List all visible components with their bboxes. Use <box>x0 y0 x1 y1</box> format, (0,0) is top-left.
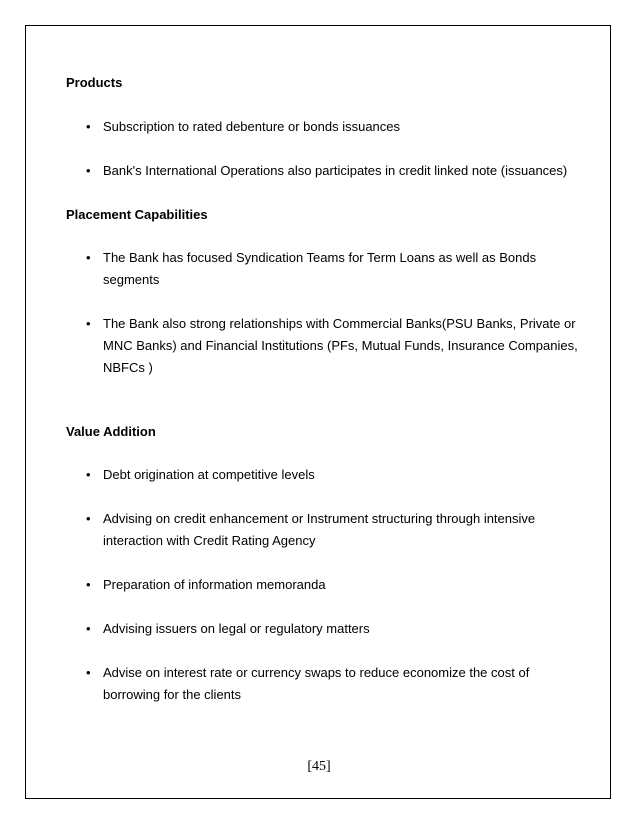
page-number: [45] <box>307 759 331 774</box>
bullet-icon: • <box>86 250 91 265</box>
bullet-icon: • <box>86 621 91 636</box>
bullet-icon: • <box>86 665 91 680</box>
section-heading-products: Products <box>66 75 123 90</box>
list-item: The Bank also strong relationships with Commercial Banks(PSU Banks, Private or MNC Banks) and Financial Institutions (PFs, Mutual Funds, Insurance Companies, NBFCs ) <box>103 316 578 375</box>
bullet-icon: • <box>86 119 91 134</box>
list-item: Debt origination at competitive levels <box>103 467 315 482</box>
bullet-icon: • <box>86 316 91 331</box>
list-item: Advising on credit enhancement or Instrument structuring through intensive interaction with Credit Rating Agency <box>103 511 536 548</box>
list-item: Advising issuers on legal or regulatory matters <box>103 621 370 636</box>
bullet-icon: • <box>86 163 91 178</box>
list-item: Advise on interest rate or currency swaps to reduce economize the cost of borrowing for the clients <box>103 665 530 702</box>
section-heading-value-addition: Value Addition <box>66 424 156 439</box>
list-item: Bank's International Operations also participates in credit linked note (issuances) <box>103 163 568 178</box>
bullet-icon: • <box>86 511 91 526</box>
list-item: Subscription to rated debenture or bonds issuances <box>103 119 401 134</box>
section-heading-placement-capabilities: Placement Capabilities <box>66 207 208 222</box>
bullet-icon: • <box>86 577 91 592</box>
list-item: The Bank has focused Syndication Teams for Term Loans as well as Bonds segments <box>103 250 537 287</box>
bullet-icon: • <box>86 467 91 482</box>
list-item: Preparation of information memoranda <box>103 577 326 592</box>
